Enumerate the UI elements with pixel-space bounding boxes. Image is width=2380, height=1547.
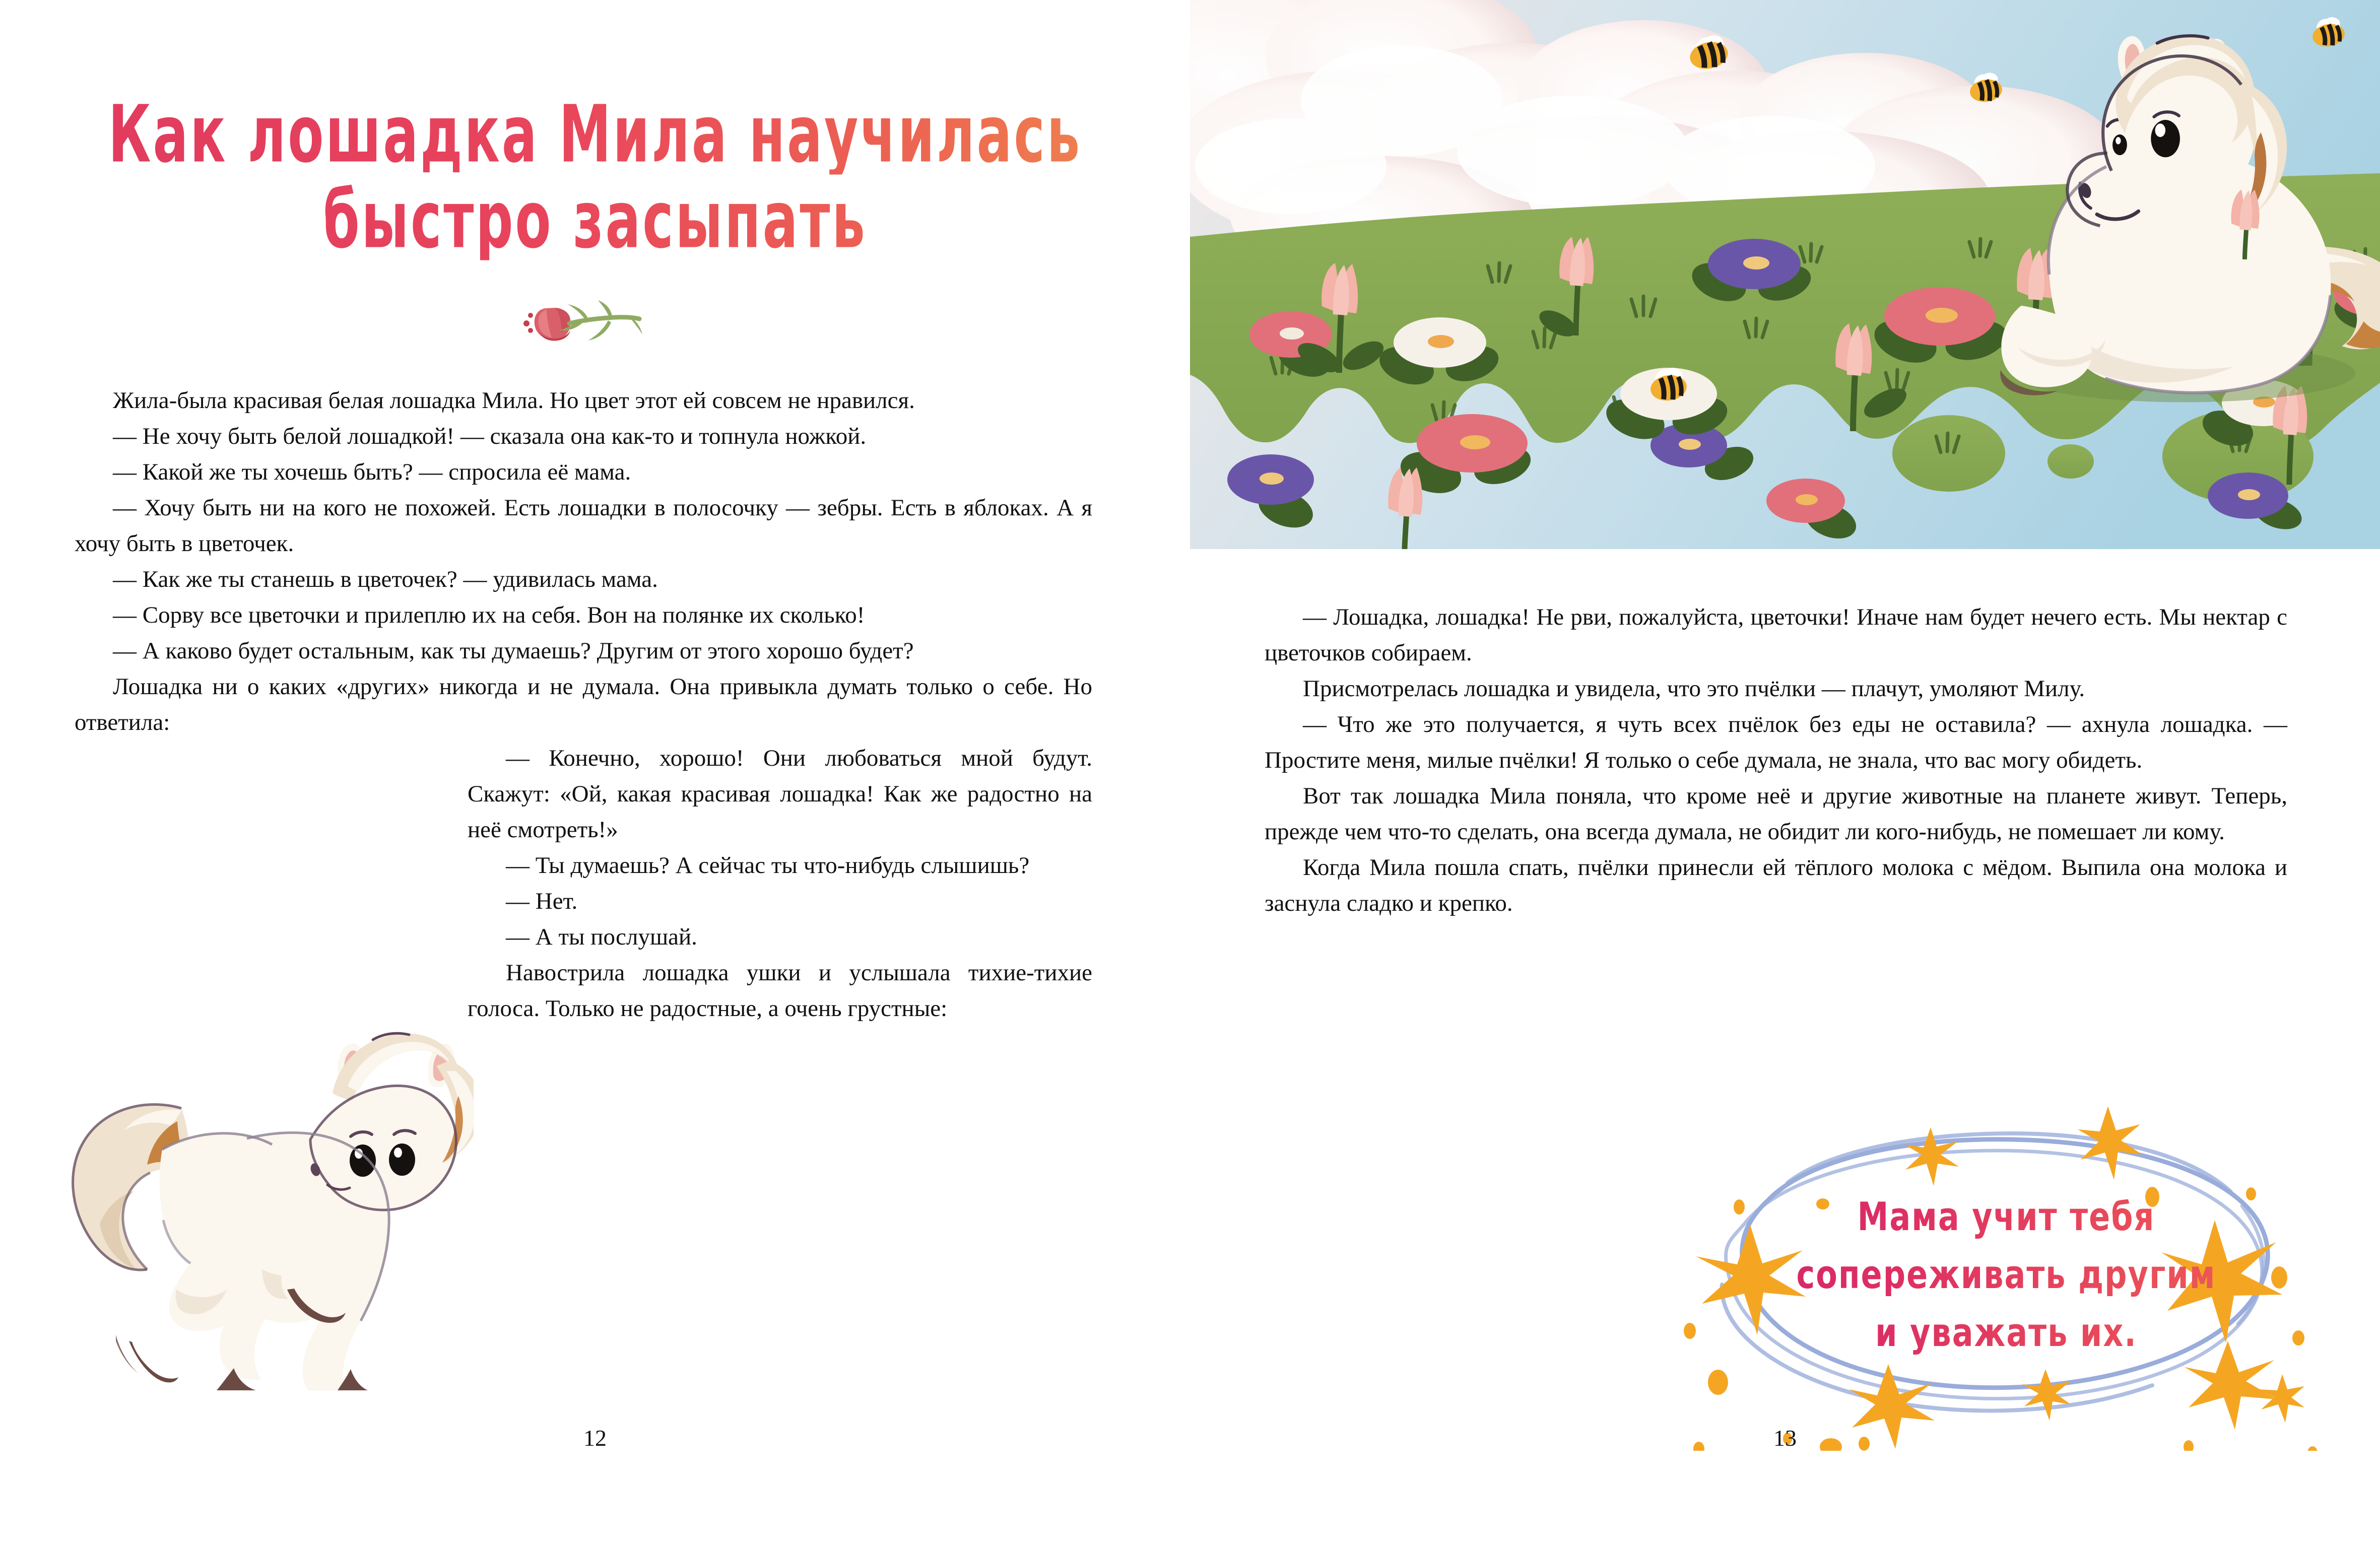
story-title-line-2: быстро засыпать <box>24 181 1166 260</box>
paragraph: Жила-была красивая белая лошадка Мила. Но цвет этот ей совсем не нравился. <box>113 387 915 414</box>
paragraph: Навострила лошадка ушки и услышала тихие-тихие голоса. Только не радостные, а очень грустные: <box>468 960 1092 1022</box>
paragraph: — Хочу быть ни на кого не похожей. Есть лошадки в полосочку — зебры. Есть в яблоках. А я хочу быть в цветочек. <box>75 495 1092 557</box>
page-number-left: 12 <box>583 1425 607 1451</box>
paragraph: — Лошадка, лошадка! Не рви, пожалуйста, цветочки! Иначе нам будет нечего есть. Мы нектар с цветочков собираем. <box>1265 604 2287 666</box>
standing-pony-illustration <box>30 987 474 1390</box>
paragraph: — Как же ты станешь в цветочек? — удивилась мама. <box>113 566 658 592</box>
paragraph: — А ты послушай. <box>506 924 697 950</box>
right-page <box>1190 0 2380 1547</box>
paragraph: — Что же это получается, я чуть всех пчёлок без еды не оставила? — ахнула лошадка. — Простите меня, милые пчёлки! Я только о себе думала, не знала, что вас могу обидеть. <box>1265 711 2287 773</box>
paragraph: — Сорву все цветочки и прилеплю их на себя. Вон на полянке их сколько! <box>113 602 865 628</box>
paragraph: — Конечно, хорошо! Они любоваться мной будут. Скажут: «Ой, какая красивая лошадка! Как же радостно на неё смотреть!» <box>468 745 1092 843</box>
paragraph: Когда Мила пошла спать, пчёлки принесли ей тёплого молока с мёдом. Выпила она молока и заснула сладко и крепко. <box>1265 854 2287 916</box>
story-title-line-1: Как лошадка Мила научилась <box>24 96 1166 175</box>
callout-line-3: и уважать их. <box>1875 1309 2137 1356</box>
meadow-illustration <box>1190 0 2380 549</box>
tulip-ornament-icon <box>491 297 642 358</box>
right-page-body <box>1265 599 2287 921</box>
page-number-right: 13 <box>1773 1425 1797 1451</box>
paragraph: — Ты думаешь? А сейчас ты что-нибудь слышишь? <box>506 852 1030 879</box>
lesson-callout <box>1643 1098 2369 1451</box>
callout-line-1: Мама учит тебя <box>1857 1193 2155 1240</box>
paragraph: — Какой же ты хочешь быть? — спросила её мама. <box>113 459 631 485</box>
paragraph: Присмотрелась лошадка и увидела, что это пчёлки — плачут, умоляют Милу. <box>1303 676 2085 702</box>
lesson-callout-text <box>1643 1188 2369 1362</box>
paragraph: — А каково будет остальным, как ты думаешь? Другим от этого хорошо будет? <box>113 638 914 664</box>
callout-line-2: сопереживать другим <box>1796 1251 2216 1298</box>
paragraph: Вот так лошадка Мила поняла, что кроме неё и другие животные на планете живут. Теперь, прежде чем что-то сделать, она всегда думала, не обидит ли кого-нибудь, не помешает ли кому. <box>1265 783 2287 845</box>
paragraph: Лошадка ни о каких «других» никогда и не думала. Она привыкла думать только о себе. Но ответила: <box>75 674 1092 735</box>
paragraph: — Нет. <box>506 888 578 914</box>
paragraph: — Не хочу быть белой лошадкой! — сказала она как-то и топнула ножкой. <box>113 423 867 449</box>
story-title <box>0 89 1190 266</box>
